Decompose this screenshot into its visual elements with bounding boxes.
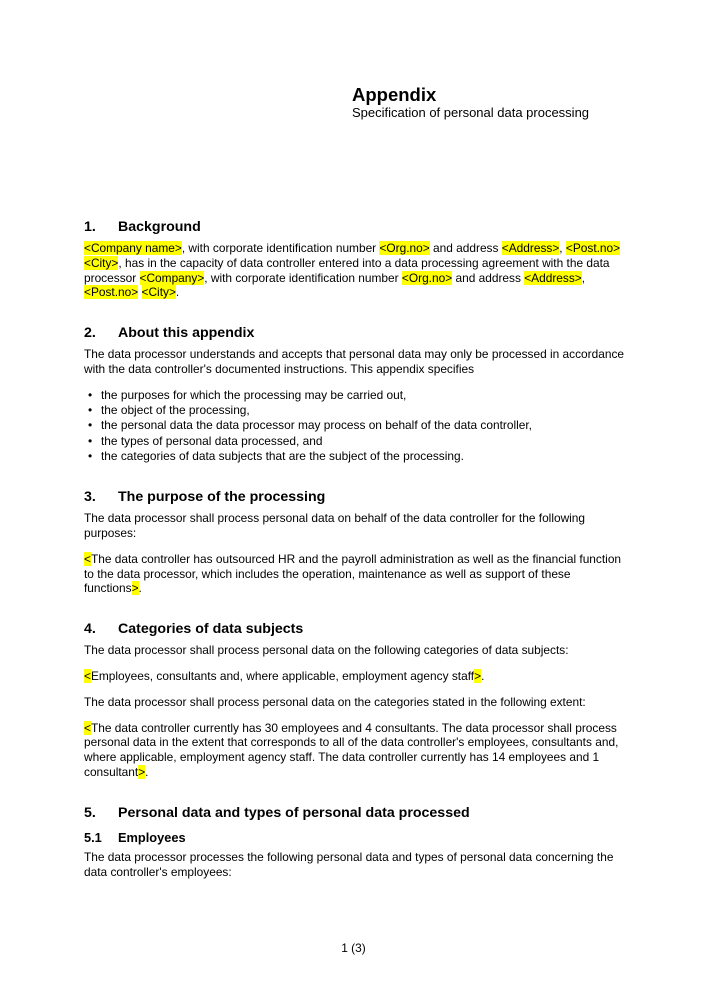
bullet-item: • the types of personal data processed, and bbox=[84, 434, 625, 449]
paragraph bbox=[84, 511, 625, 541]
placeholder-highlight: < bbox=[84, 551, 91, 566]
document-body bbox=[84, 219, 625, 879]
section-heading bbox=[84, 805, 625, 822]
text-run: . bbox=[145, 765, 149, 780]
section-heading bbox=[84, 219, 625, 236]
placeholder-highlight: <City> bbox=[141, 285, 176, 300]
section-4 bbox=[84, 621, 625, 780]
text-run: . bbox=[175, 285, 180, 300]
section-heading bbox=[84, 489, 625, 506]
section-number: 1. bbox=[84, 219, 96, 235]
subsection-heading bbox=[84, 830, 625, 845]
paragraph bbox=[84, 721, 625, 780]
bullet-item: • the object of the processing, bbox=[84, 403, 625, 418]
document-subtitle: Specification of personal data processing bbox=[352, 105, 590, 120]
placeholder-highlight: <Org.no> bbox=[401, 270, 453, 285]
text-run: The data processor shall process personal data on the categories stated in the following extent: bbox=[84, 694, 586, 709]
placeholder-highlight: > bbox=[131, 581, 139, 596]
section-2 bbox=[84, 325, 625, 464]
text-run: , bbox=[581, 270, 586, 285]
text-run: The data processor processes the following personal data and types of personal data concerning the data controller's employees: bbox=[84, 849, 614, 879]
paragraph bbox=[84, 669, 625, 684]
section-body bbox=[84, 511, 625, 596]
section-title: About this appendix bbox=[118, 325, 255, 342]
page-footer bbox=[0, 941, 707, 956]
section-number: 5. bbox=[84, 804, 96, 821]
placeholder-highlight: <Address> bbox=[501, 241, 560, 255]
text-run: , bbox=[559, 241, 566, 255]
subsection-number: 5.1 bbox=[84, 829, 102, 845]
placeholder-highlight: <Address> bbox=[524, 270, 582, 285]
section-3 bbox=[84, 489, 625, 596]
paragraph bbox=[84, 643, 625, 658]
document-title: Appendix bbox=[352, 84, 437, 105]
section-body bbox=[84, 643, 625, 780]
paragraph bbox=[84, 695, 625, 710]
section-number: 2. bbox=[84, 325, 96, 342]
text-run: . bbox=[481, 669, 485, 684]
text-run: and address bbox=[452, 270, 525, 285]
placeholder-highlight: > bbox=[474, 669, 482, 684]
section-5 bbox=[84, 805, 625, 880]
section-body bbox=[84, 241, 625, 300]
section-heading bbox=[84, 325, 625, 342]
placeholder-highlight: <City> bbox=[84, 255, 119, 270]
paragraph bbox=[84, 241, 625, 300]
text-run: , has in the capacity of data controller entered into a data processing agreement with the data processor bbox=[84, 255, 610, 285]
placeholder-highlight: > bbox=[138, 765, 146, 780]
placeholder-highlight: <Org.no> bbox=[379, 241, 430, 255]
subsection-title: Employees bbox=[118, 829, 186, 845]
section-title: Personal data and types of personal data processed bbox=[118, 804, 470, 821]
bullet-item: • the purposes for which the processing may be carried out, bbox=[84, 388, 625, 403]
text-run: The data processor shall process personal data on behalf of the data controller for the following purposes: bbox=[84, 511, 586, 541]
section-number: 4. bbox=[84, 621, 96, 638]
text-run: Employees, consultants and, where applicable, employment agency staff bbox=[90, 669, 475, 684]
section-title: Categories of data subjects bbox=[118, 621, 304, 638]
paragraph bbox=[84, 850, 625, 880]
section-title: The purpose of the processing bbox=[118, 489, 326, 506]
text-run: , with corporate identification number bbox=[204, 270, 402, 285]
text-run: The data processor shall process personal data on the following categories of data subjects: bbox=[84, 643, 569, 658]
placeholder-highlight: <Post.no> bbox=[84, 285, 139, 300]
paragraph bbox=[84, 347, 625, 377]
bullet-item: • the categories of data subjects that are the subject of the processing. bbox=[84, 449, 625, 464]
placeholder-highlight: < bbox=[84, 669, 91, 684]
text-run: . bbox=[138, 581, 142, 596]
bullet-list bbox=[84, 388, 625, 464]
section-1 bbox=[84, 219, 625, 300]
placeholder-highlight: < bbox=[84, 720, 91, 735]
bullet-item: • the personal data the data processor may process on behalf of the data controller, bbox=[84, 418, 625, 433]
placeholder-highlight: <Company name> bbox=[84, 241, 182, 255]
document-header bbox=[352, 84, 625, 121]
text-run: The data controller has outsourced HR and the payroll administration as well as the financial function to the data processor, which includes the operation, maintenance as well as support of these functions bbox=[84, 551, 622, 596]
section-title: Background bbox=[118, 219, 201, 235]
page-content bbox=[84, 84, 625, 879]
placeholder-highlight: <Company> bbox=[139, 270, 205, 285]
text-run: and address bbox=[429, 241, 502, 255]
section-body bbox=[84, 830, 625, 880]
text-run: The data processor understands and accepts that personal data may only be processed in accordance with the data controller's documented instructions. This appendix specifies bbox=[84, 347, 625, 376]
placeholder-highlight: <Post.no> bbox=[565, 241, 621, 255]
section-body bbox=[84, 347, 625, 464]
page-number: 1 (3) bbox=[341, 941, 366, 955]
paragraph bbox=[84, 552, 625, 596]
text-run: , with corporate identification number bbox=[181, 241, 380, 255]
section-number: 3. bbox=[84, 489, 96, 506]
section-heading bbox=[84, 621, 625, 638]
text-run: The data controller currently has 30 employees and 4 consultants. The data processor shall process personal data in the extent that corresponds to all of the data controller's employees, consultants and, where applicable, employment agency staff. The data controller currently has 14 employees and 1 consultant bbox=[84, 720, 619, 780]
